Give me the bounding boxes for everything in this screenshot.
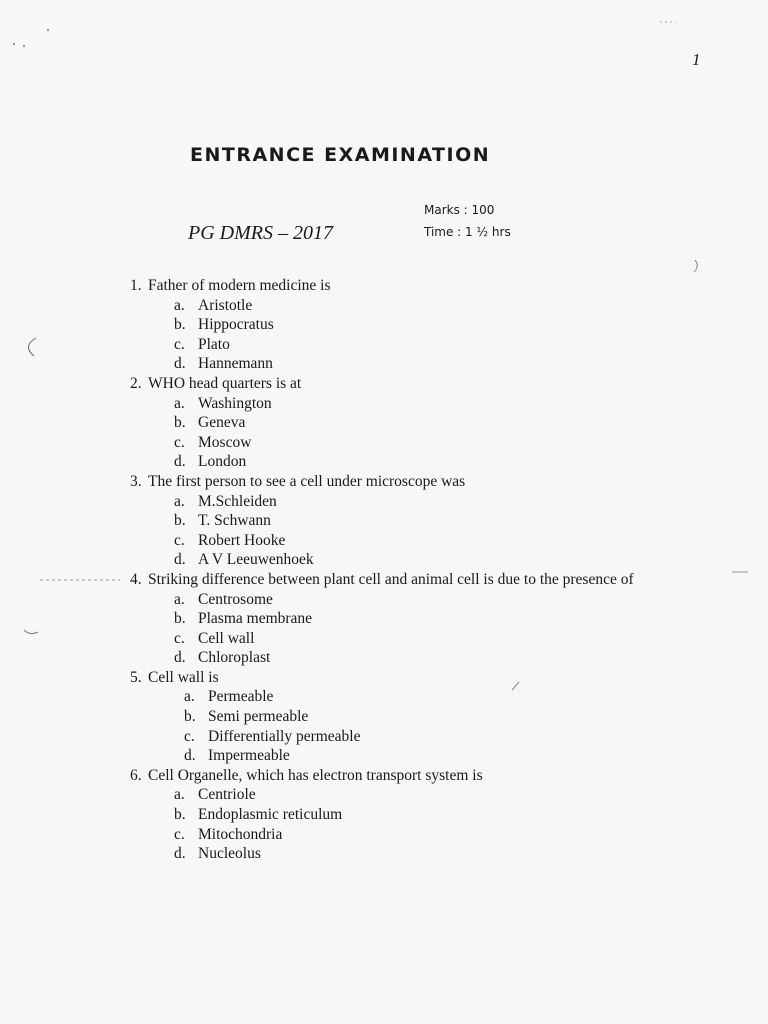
question-text: Cell wall is xyxy=(148,668,219,686)
question-number: 5. xyxy=(130,668,142,686)
option-list xyxy=(130,296,650,374)
question-3 xyxy=(130,472,650,570)
option-item: a. Centrosome xyxy=(174,590,273,608)
question-list xyxy=(130,276,650,864)
option-item: b. Geneva xyxy=(174,414,246,432)
option-item: b. T. Schwann xyxy=(174,512,271,530)
option-item: b. Semi permeable xyxy=(184,708,309,726)
question-text: The first person to see a cell under microscope was xyxy=(148,472,466,490)
option-item: a. M.Schleiden xyxy=(174,492,277,510)
question-number: 1. xyxy=(130,277,142,294)
question-4 xyxy=(130,570,650,668)
question-text: WHO head quarters is at xyxy=(148,374,302,392)
option-list xyxy=(130,394,650,472)
option-list xyxy=(130,590,650,668)
option-item: b. Endoplasmic reticulum xyxy=(174,806,343,824)
option-item: d. Nucleolus xyxy=(174,845,261,863)
exam-title: ENTRANCE EXAMINATION xyxy=(190,144,491,166)
course-name: PG DMRS – 2017 xyxy=(188,222,333,244)
marks-info: Marks : 100 xyxy=(424,203,495,217)
option-item: c. Plato xyxy=(174,335,230,353)
option-item: c. Cell wall xyxy=(174,629,255,647)
option-list xyxy=(130,785,650,863)
question-number: 3. xyxy=(130,472,142,490)
option-item: d. Impermeable xyxy=(184,747,290,765)
question-number: 2. xyxy=(130,374,142,392)
option-item: d. London xyxy=(174,453,247,471)
option-item: a. Washington xyxy=(174,394,272,412)
option-list xyxy=(130,687,650,765)
question-number: 6. xyxy=(130,766,142,784)
question-text: Father of modern medicine is xyxy=(148,277,331,294)
option-item: c. Robert Hooke xyxy=(174,531,286,549)
question-6 xyxy=(130,766,650,864)
option-item: c. Mitochondria xyxy=(174,825,283,843)
option-item: b. Hippocratus xyxy=(174,316,274,334)
option-item: d. A V Leeuwenhoek xyxy=(174,551,314,569)
question-1 xyxy=(130,276,650,374)
option-item: c. Differentially permeable xyxy=(184,727,361,745)
question-text: Striking difference between plant cell and animal cell is due to the presence of xyxy=(148,570,634,588)
question-number: 4. xyxy=(130,570,142,588)
option-item: a. Centriole xyxy=(174,786,256,804)
option-item: b. Plasma membrane xyxy=(174,610,313,628)
option-list xyxy=(130,492,650,570)
option-item: a. Permeable xyxy=(184,688,274,706)
option-item: d. Chloroplast xyxy=(174,649,271,667)
option-item: a. Aristotle xyxy=(174,296,253,314)
question-text: Cell Organelle, which has electron transport system is xyxy=(148,766,483,784)
option-item: c. Moscow xyxy=(174,433,252,451)
time-info: Time : 1 ½ hrs xyxy=(424,225,511,239)
page-number: 1 xyxy=(692,50,701,69)
option-item: d. Hannemann xyxy=(174,355,273,373)
question-5 xyxy=(130,668,650,766)
question-2 xyxy=(130,374,650,472)
